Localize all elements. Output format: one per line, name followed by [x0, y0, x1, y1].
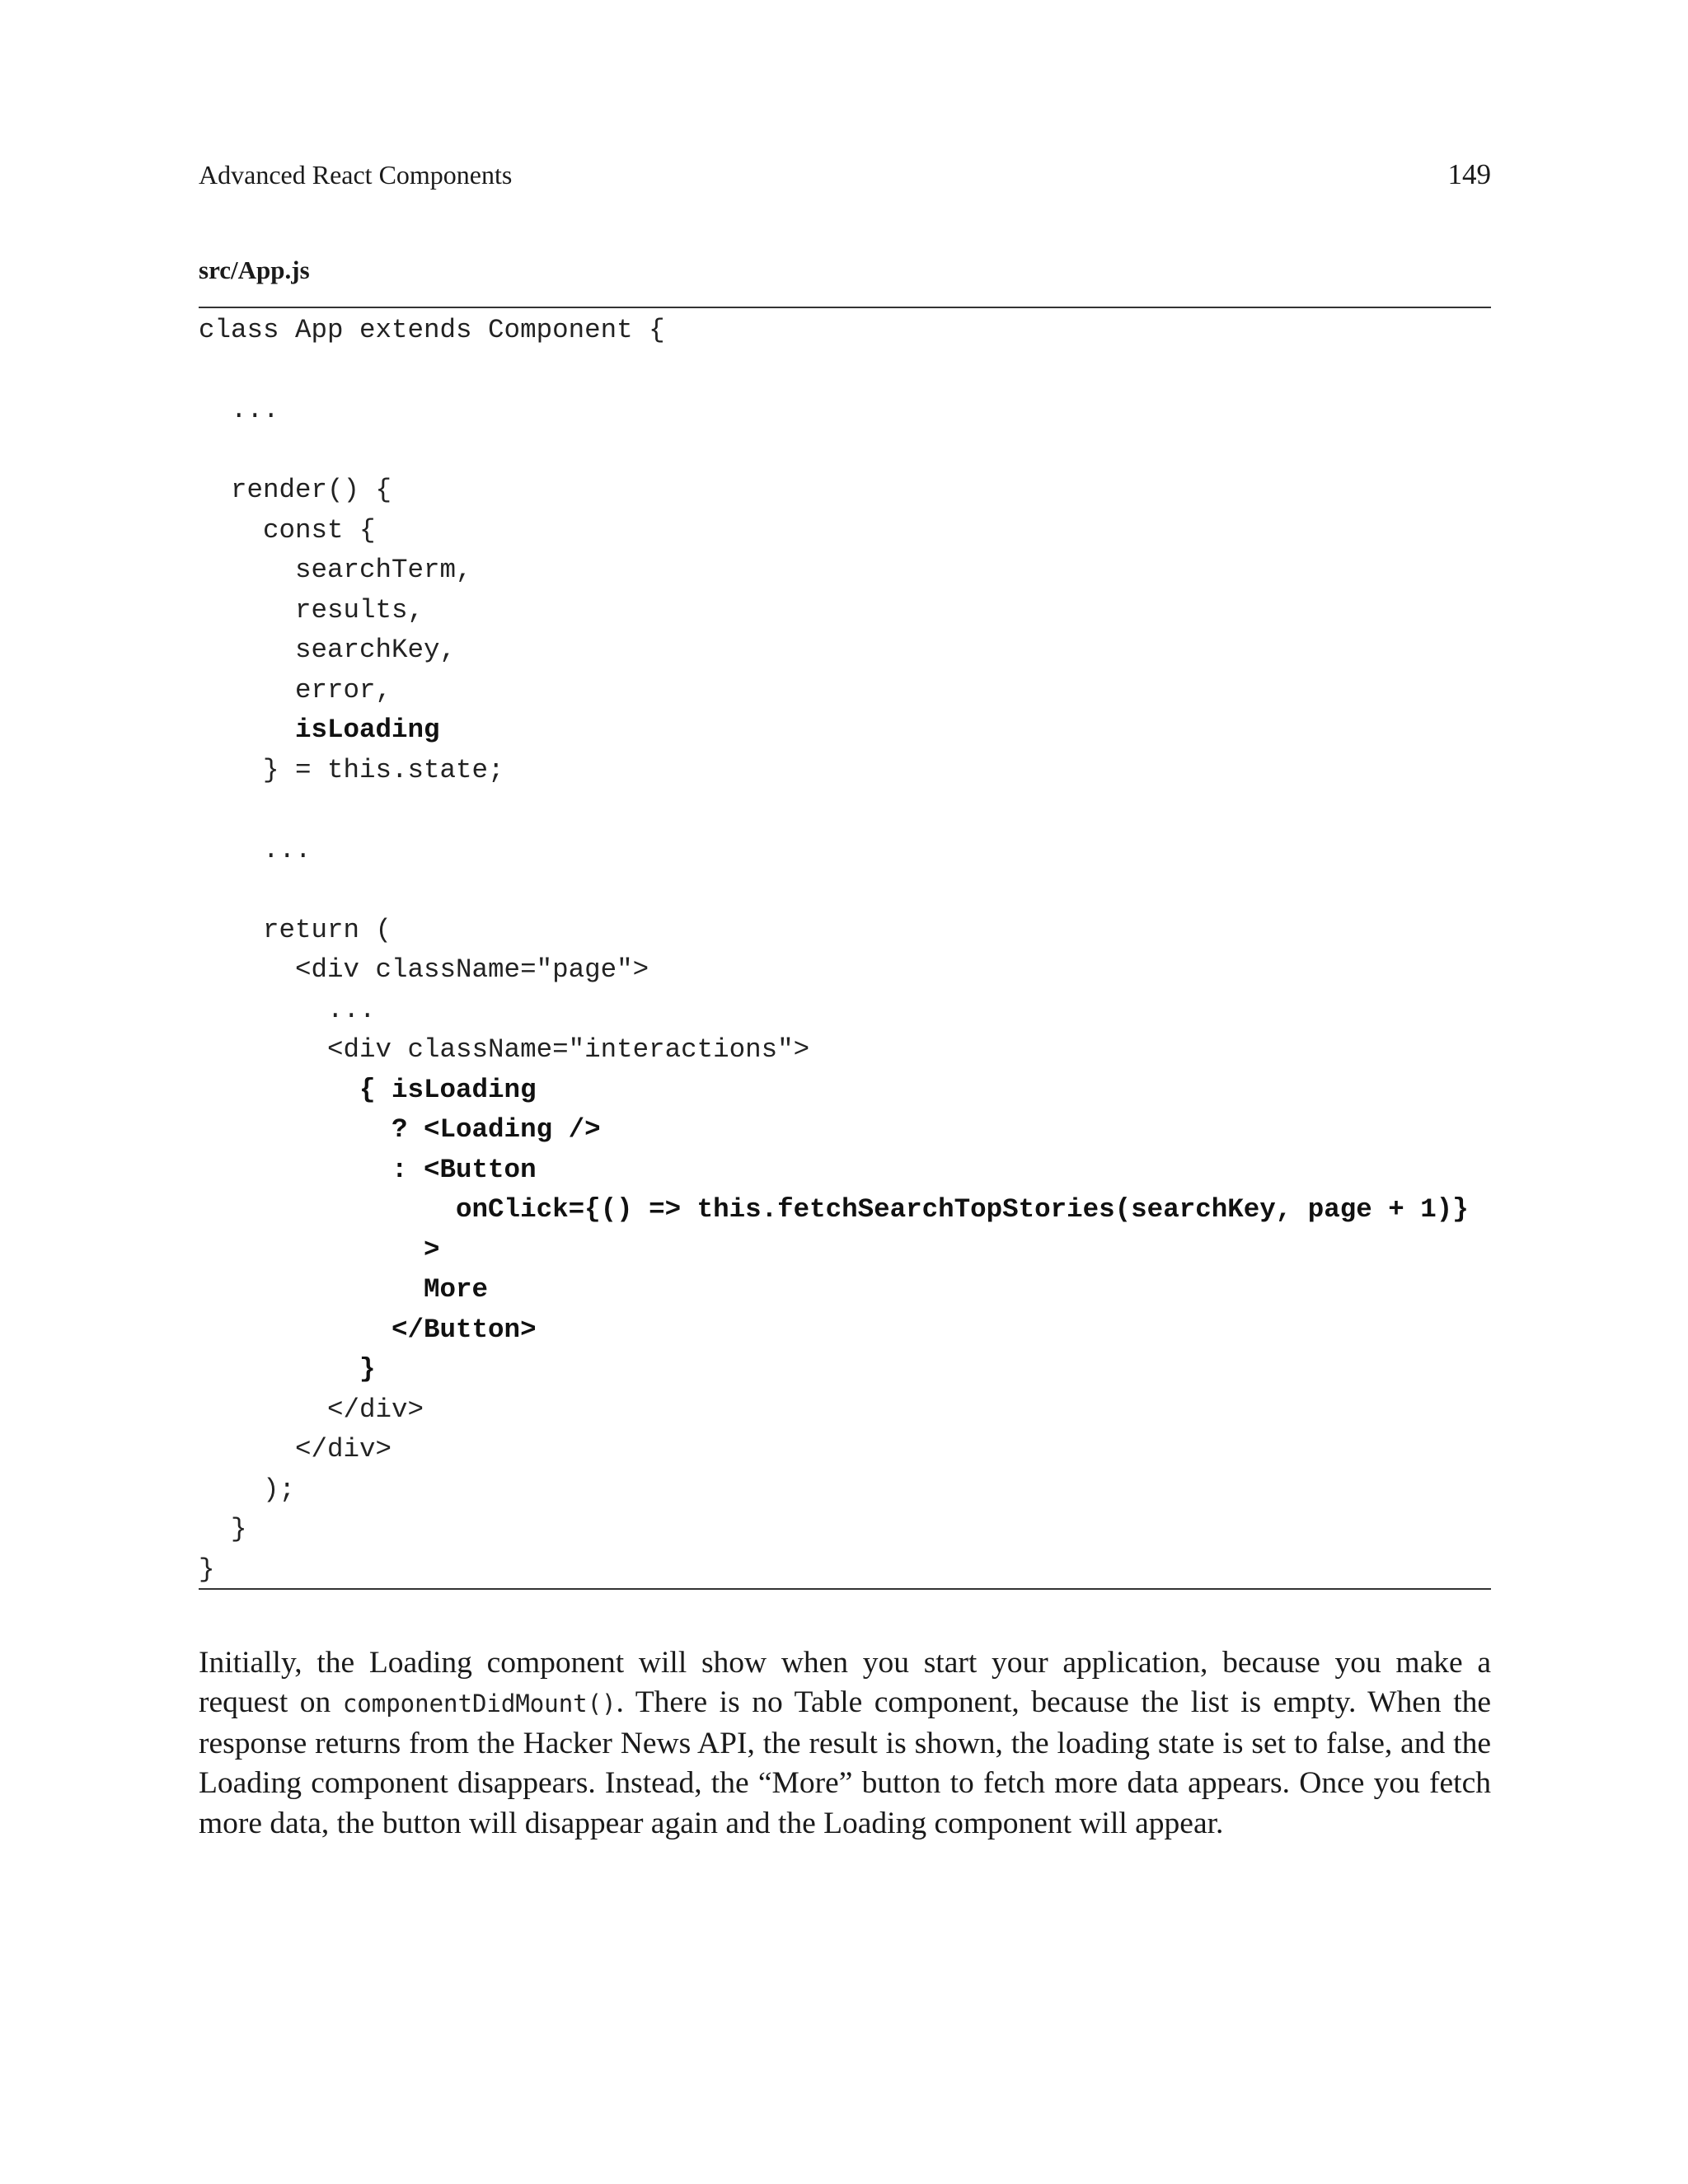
paragraph-text-end: . There is no Table component, because the list is empty. When the response returns from the Hacker News API, the result is shown, the loading state is set to false, and the Loading component disappears. Instead, the “More” button to fetch more data appears. Once you fetch more data, the button will disappear again and the Loading component will appear. — [199, 1685, 1492, 1840]
code-line: </div> — [199, 1394, 424, 1425]
code-line: <div className="interactions"> — [199, 1034, 810, 1065]
code-listing-caption: src/App.js — [199, 255, 310, 284]
code-line: error, — [199, 674, 392, 705]
code-line — [199, 431, 1491, 471]
inline-code: componentDidMount() — [342, 1690, 617, 1718]
code-line: ... — [199, 834, 312, 865]
code-line: return ( — [199, 914, 392, 945]
page-header — [199, 155, 1491, 194]
code-line: <div className="page"> — [199, 954, 649, 985]
code-line: isLoading — [199, 715, 440, 745]
code-line — [199, 870, 1491, 911]
code-line — [199, 351, 1491, 391]
code-line: > — [199, 1234, 440, 1265]
code-line: More — [199, 1274, 489, 1305]
code-line: </Button> — [199, 1314, 537, 1345]
code-top-rule — [199, 307, 1491, 308]
code-line: } — [199, 1514, 247, 1544]
code-listing — [199, 311, 1491, 1590]
code-line: } — [199, 1354, 376, 1385]
code-line: : <Button — [199, 1154, 537, 1185]
code-line: searchKey, — [199, 635, 457, 665]
body-paragraph — [199, 1643, 1491, 1844]
code-line: </div> — [199, 1434, 392, 1465]
code-line: onClick={() => this.fetchSearchTopStories(searchKey, page + 1)} — [199, 1194, 1469, 1225]
code-line: results, — [199, 594, 424, 626]
code-line: const { — [199, 514, 376, 546]
chapter-title: Advanced React Components — [199, 160, 513, 190]
code-line: ); — [199, 1474, 296, 1505]
code-line: ... — [199, 395, 279, 425]
code-line — [199, 790, 1491, 831]
code-line: render() { — [199, 475, 392, 505]
code-line: } = this.state; — [199, 754, 504, 785]
code-line: ? <Loading /> — [199, 1114, 601, 1145]
paragraph-text-start: Initially, the Loading component will show when you start your application, because you make a request on — [199, 1646, 1491, 1720]
code-line: ... — [199, 994, 376, 1025]
code-line: { isLoading — [199, 1074, 537, 1105]
code-line: } — [199, 1554, 215, 1585]
code-line: class App extends Component { — [199, 315, 665, 345]
code-line: searchTerm, — [199, 555, 472, 585]
page-number: 149 — [1447, 158, 1491, 190]
code-bottom-rule — [199, 1588, 1491, 1590]
